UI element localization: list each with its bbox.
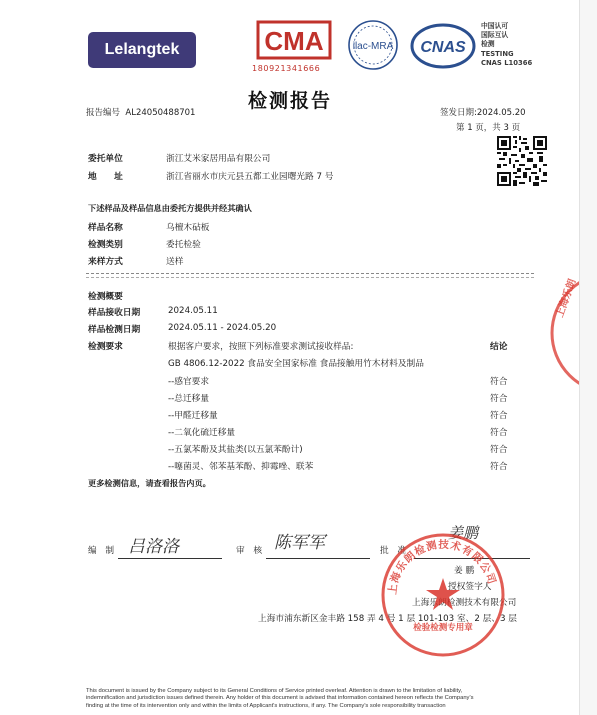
cnas-accreditation-text [481,22,532,68]
partial-stamp-text: 上海乐朗 [554,277,579,320]
test-item-name: --总迁移量 [168,394,210,404]
test-item-result: 符合 [490,411,508,421]
stamp-center-text: 检验检测专用章 [413,623,473,633]
conclusion-header: 结论 [490,342,508,352]
sample-method-value: 送样 [166,257,184,267]
test-item-name: --二氧化硫迁移量 [168,428,236,438]
viewer-scroll-edge[interactable] [579,0,597,715]
cnas-line: CNAS L10366 [481,58,533,67]
sample-intro: 下述样品及样品信息由委托方提供并经其确认 [88,203,252,213]
divider [86,273,534,274]
client-unit-label: 委托单位 [88,154,123,164]
signature-line [118,558,222,559]
approver-name: 姜 鹏 [454,566,475,576]
lelangtek-logo-text: Lelangtek [104,41,180,58]
cnas-line: 国际互认 [481,31,509,40]
lelangtek-logo [88,32,196,68]
issue-date-value: 2024.05.20 [476,108,526,118]
report-title: 检测报告 [247,90,332,112]
test-standard: GB 4806.12-2022 食品安全国家标准 食品接触用竹木材料及制品 [168,359,424,369]
issue-date-label: 签发日期: [440,108,477,118]
test-item-result: 符合 [490,428,508,438]
official-stamp [378,530,508,660]
report-number-value: AL24050488701 [125,108,196,118]
signature-line [266,558,370,559]
test-date-label: 样品检测日期 [88,325,141,335]
approver-label: 批 准 [380,546,407,556]
client-address-value: 浙江省丽水市庆元县五都工业园曙光路 7 号 [166,172,334,182]
cma-logo-text: CMA [264,26,324,56]
sample-name-label: 样品名称 [88,223,123,233]
reviewer-signature: 陈军军 [274,533,325,553]
test-item-name: --五氯苯酚及其盐类(以五氯苯酚计) [168,445,303,455]
disclaimer-line: finding at the time of its intervention only and within the limits of Applicant's instructions, if any. The Company's sole responsibility transaction [86,702,446,709]
disclaimer-line: This document is issued by the Company subject to its General Conditions of Service printed overleaf. Attention is drawn to the limitation of liability, [86,688,463,694]
test-type-value: 委托检验 [166,240,201,250]
page-info: 第 1 页，共 3 页 [456,123,521,133]
editor-label: 编 制 [88,546,115,556]
cnas-logo-text: CNAS [420,39,466,56]
sample-name-value: 乌檀木砧板 [166,223,210,233]
test-type-label: 检测类别 [88,240,123,250]
footer-disclaimer [86,688,536,710]
report-number-label: 报告编号 [86,108,121,118]
approver-signature: 姜鹏 [448,524,479,542]
test-item-result: 符合 [490,462,508,472]
receive-date-value: 2024.05.11 [168,306,218,316]
reviewer-label: 审 核 [236,546,263,556]
stamp-ring-text: 上海乐朗检测技术有限公司 [386,538,498,596]
report-number [86,106,195,118]
qr-code [497,136,547,186]
requirement-intro: 根据客户要求，按照下列标准要求测试接收样品: [168,342,354,352]
test-item-name: --甲醛迁移量 [168,411,218,421]
company-name: 上海乐朗检测技术有限公司 [412,598,517,608]
client-address-label: 地 址 [88,172,123,182]
cnas-line: 中国认可 [481,22,509,30]
cma-number: 180921341666 [252,64,321,73]
cnas-line: TESTING [481,49,514,58]
approver-title: 授权签字人 [448,582,492,592]
test-date-value: 2024.05.11 - 2024.05.20 [168,323,277,333]
editor-signature: 吕洛洛 [128,537,179,557]
test-item-result: 符合 [490,377,508,387]
sample-method-label: 来样方式 [88,257,123,267]
client-unit-value: 浙江艾米家居用品有限公司 [166,154,271,164]
requirement-label: 检测要求 [88,342,123,352]
issue-date [440,106,526,118]
test-item-result: 符合 [490,394,508,404]
cnas-logo [410,22,476,70]
receive-date-label: 样品接收日期 [88,308,141,318]
test-item-name: --噻菌灵、邻苯基苯酚、抑霉唑、联苯 [168,462,314,472]
ilac-mra-logo [346,18,400,72]
summary-heading: 检测概要 [88,292,123,302]
more-info-note: 更多检测信息，请查看报告内页。 [88,478,211,488]
test-item-name: --感官要求 [168,377,210,387]
cnas-line: 检测 [481,40,495,49]
test-item-result: 符合 [490,445,508,455]
company-address: 上海市浦东新区金丰路 158 弄 4 号 1 层 101-103 室、2 层、3 层 [258,614,517,624]
ilac-logo-text: ilac-MRA [352,41,394,52]
cma-logo [256,20,332,60]
divider [86,277,534,278]
disclaimer-line: indemnification and jurisdiction issues defined therein. Any holder of this document is advised that information contained hereon reflects the Company's [86,695,474,702]
